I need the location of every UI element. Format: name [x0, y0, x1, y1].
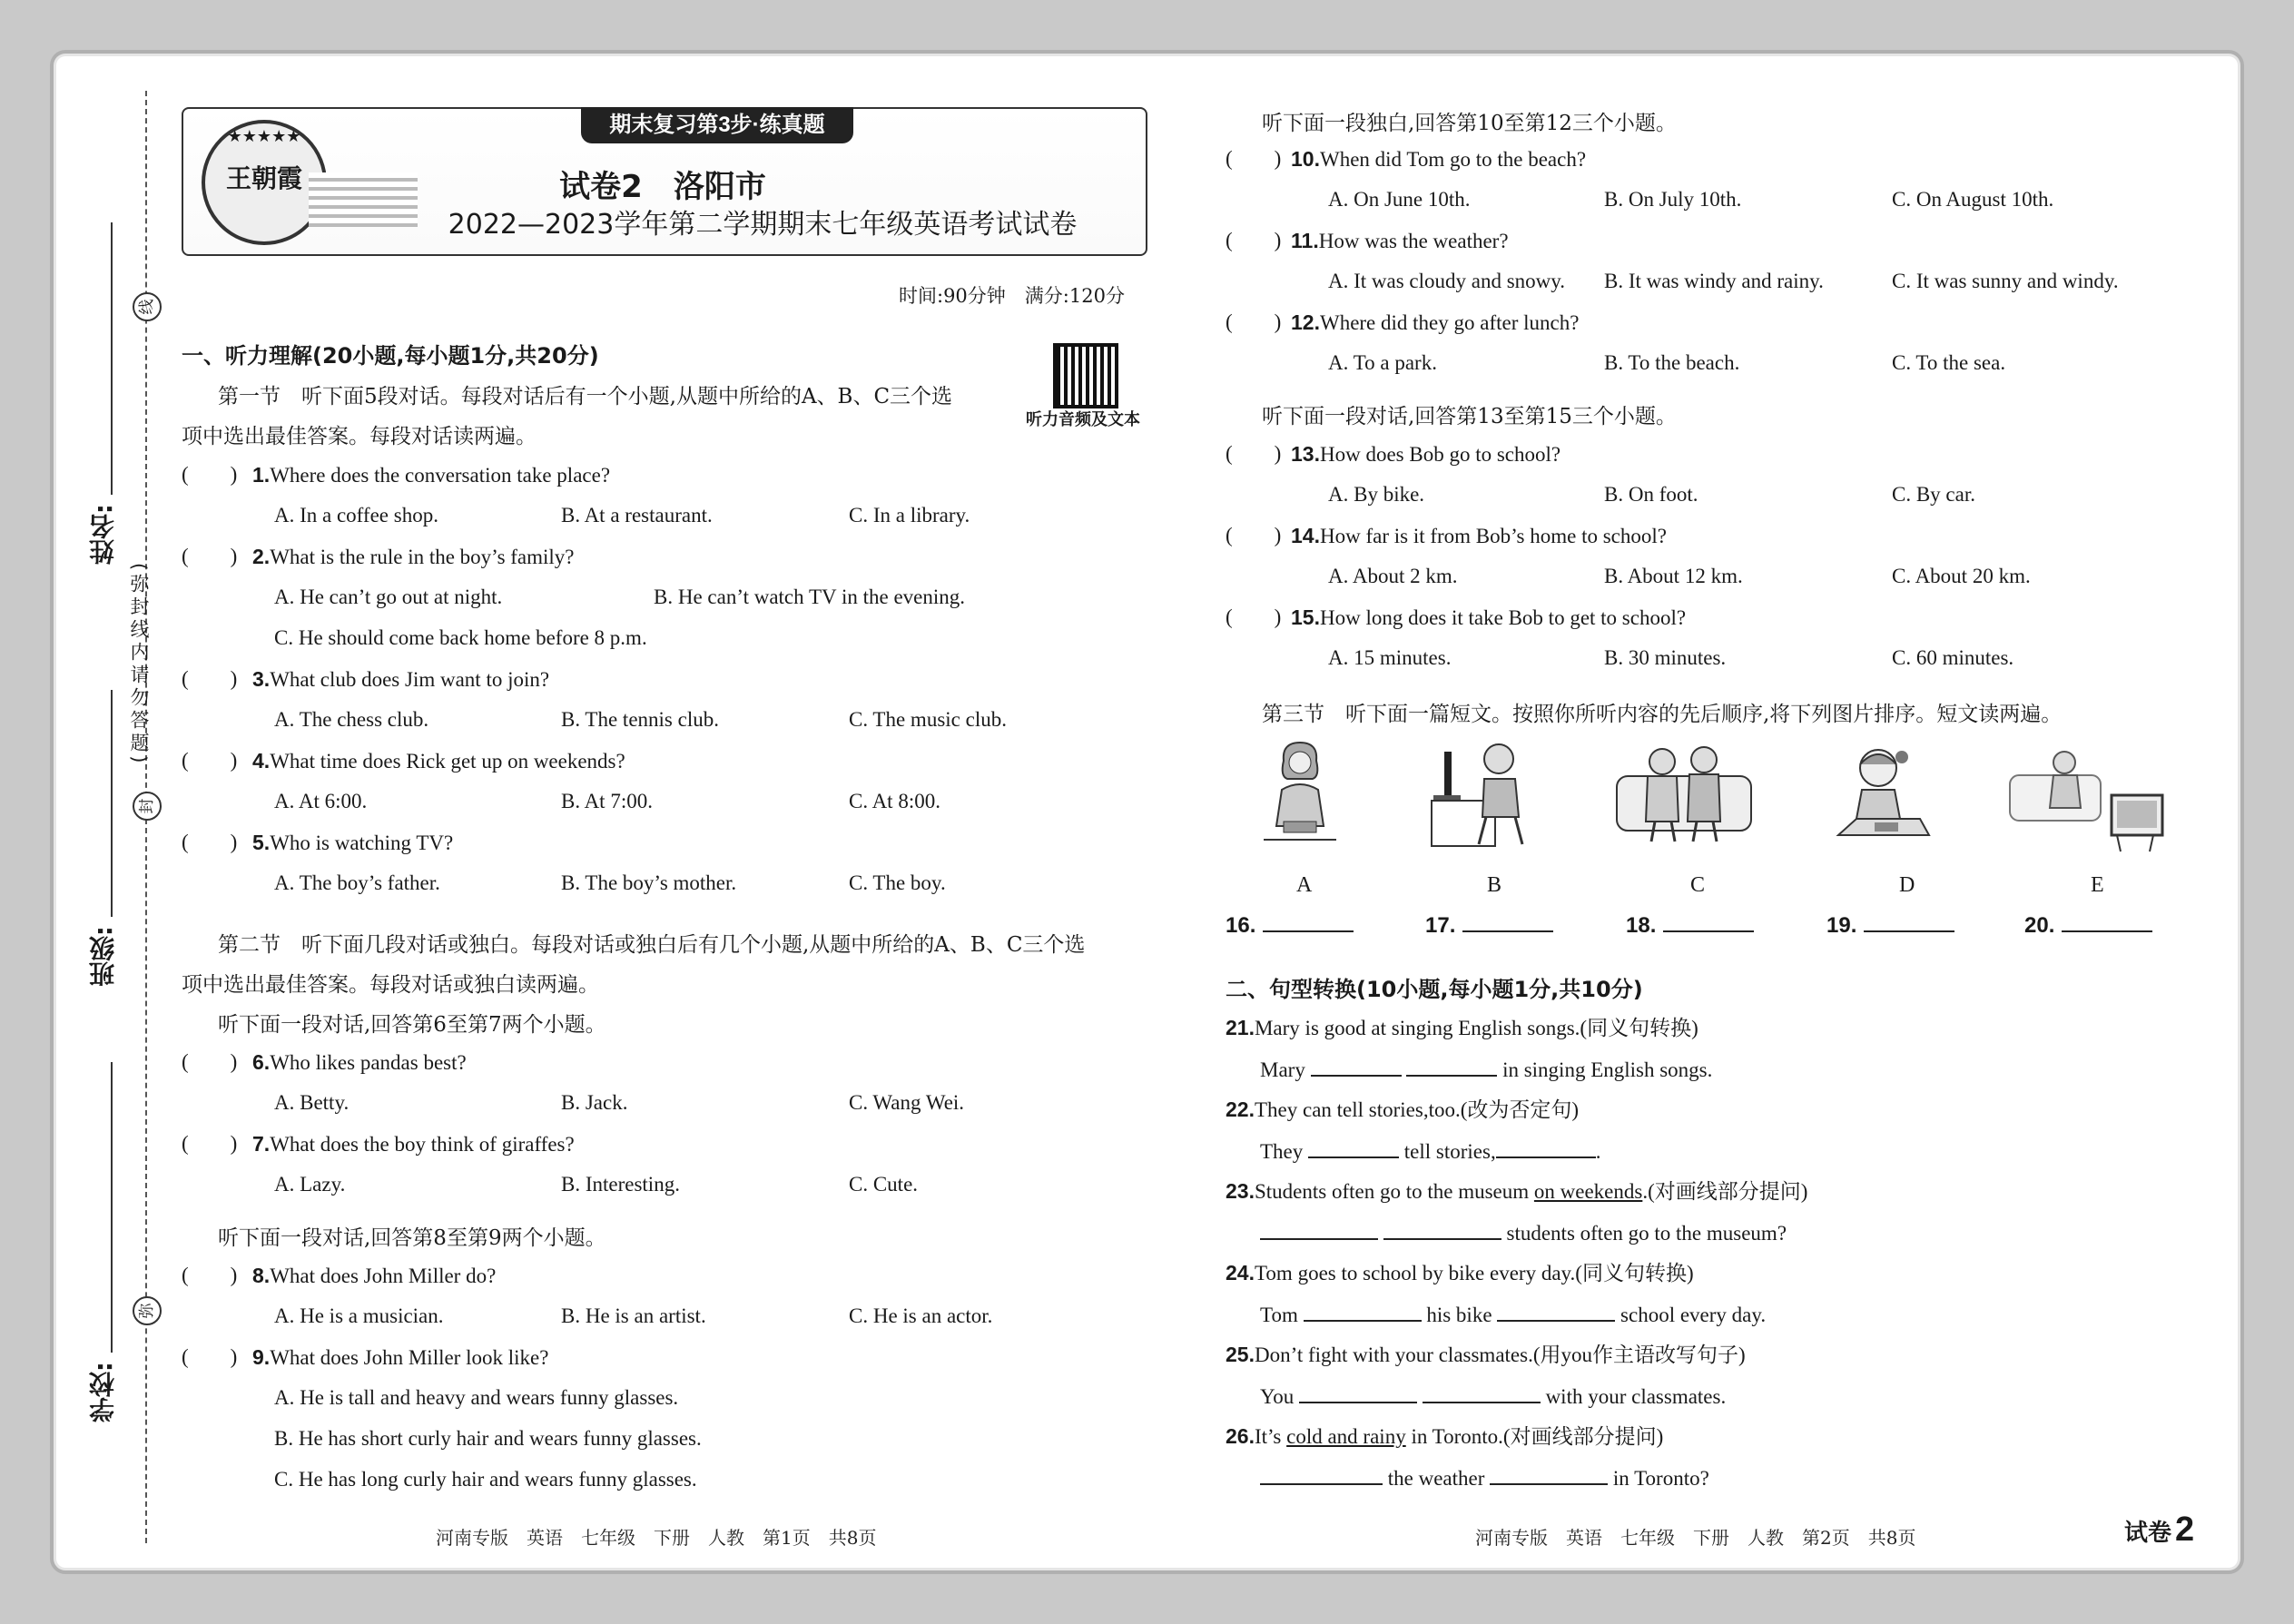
- answer-paren-1[interactable]: ( ): [182, 463, 238, 486]
- option-2a[interactable]: A. He can’t go out at night.: [274, 586, 503, 608]
- blank-21-2[interactable]: [1406, 1055, 1497, 1077]
- part1-instruction-2: 项中选出最佳答案。每段对话读两遍。: [182, 425, 537, 448]
- picture-label-d: D: [1899, 873, 1915, 897]
- option-5a[interactable]: A. The boy’s father.: [274, 871, 440, 894]
- answer-paren-13[interactable]: ( ): [1226, 442, 1282, 465]
- option-8c[interactable]: C. He is an actor.: [849, 1304, 993, 1327]
- answer-paren-15[interactable]: ( ): [1226, 605, 1282, 628]
- part2-instruction-2: 项中选出最佳答案。每段对话或独白读两遍。: [182, 973, 599, 997]
- option-9a[interactable]: A. He is tall and heavy and wears funny glasses.: [274, 1386, 679, 1409]
- part1-instruction-1: 第一节 听下面5段对话。每段对话后有一个小题,从题中所给的A、B、C三个选: [218, 385, 953, 408]
- item-22-prompt: 22.They can tell stories,too.(改为否定句): [1226, 1097, 1580, 1121]
- option-15b[interactable]: B. 30 minutes.: [1604, 646, 1727, 669]
- intro-6-7: 听下面一段对话,回答第6至第7两个小题。: [218, 1013, 606, 1037]
- option-7c[interactable]: C. Cute.: [849, 1173, 919, 1196]
- school-field[interactable]: [111, 1062, 113, 1353]
- answer-slot-19[interactable]: 19.: [1826, 910, 1954, 939]
- blank-24-2[interactable]: [1497, 1300, 1615, 1322]
- item-24-prompt: 24.Tom goes to school by bike every day.(同义句转换): [1226, 1261, 1694, 1284]
- option-10c[interactable]: C. On August 10th.: [1892, 188, 2054, 211]
- item-21-answer: Mary in singing English songs.: [1260, 1055, 1712, 1084]
- option-6b[interactable]: B. Jack.: [561, 1091, 628, 1114]
- picture-label-c: C: [1690, 873, 1706, 897]
- answer-paren-14[interactable]: ( ): [1226, 524, 1282, 546]
- answer-paren-6[interactable]: ( ): [182, 1050, 238, 1073]
- badge-label: 试卷: [2124, 1520, 2172, 1547]
- item-23-answer: students often go to the museum?: [1260, 1218, 1787, 1247]
- blank-22-1[interactable]: [1308, 1137, 1399, 1158]
- option-1c[interactable]: C. In a library.: [849, 504, 970, 527]
- binding-mark-feng: 封: [133, 792, 162, 821]
- answer-paren-10[interactable]: ( ): [1226, 147, 1282, 170]
- answer-paren-12[interactable]: ( ): [1226, 310, 1282, 333]
- option-6a[interactable]: A. Betty.: [274, 1091, 350, 1114]
- question-11: 11.How was the weather?: [1291, 229, 1509, 252]
- answer-paren-2[interactable]: ( ): [182, 545, 238, 567]
- picture-b-boy-at-computer: [1428, 735, 1537, 849]
- answer-paren-3[interactable]: ( ): [182, 667, 238, 690]
- paper-badge: [2124, 1511, 2194, 1550]
- option-4a[interactable]: A. At 6:00.: [274, 790, 368, 812]
- option-2b[interactable]: B. He can’t watch TV in the evening.: [654, 586, 966, 608]
- answer-paren-8[interactable]: ( ): [182, 1264, 238, 1286]
- answer-blank-18[interactable]: [1663, 910, 1754, 932]
- option-3a[interactable]: A. The chess club.: [274, 708, 429, 731]
- qr-code-icon[interactable]: [1053, 343, 1118, 408]
- footer-right: 河南专版 英语 七年级 下册 人教 第2页 共8页: [1475, 1527, 1916, 1549]
- question-4: 4.What time does Rick get up on weekends?: [252, 749, 625, 773]
- paper-title: 试卷2 洛阳市: [559, 169, 766, 205]
- blank-26-1[interactable]: [1260, 1463, 1383, 1485]
- paper-subtitle: 2022—2023学年第二学期期末七年级英语考试试卷: [448, 209, 1078, 241]
- section2-heading: 二、句型转换(10小题,每小题1分,共10分): [1226, 977, 1643, 1002]
- question-8: 8.What does John Miller do?: [252, 1264, 497, 1287]
- option-11a[interactable]: A. It was cloudy and snowy.: [1328, 270, 1566, 292]
- option-13b[interactable]: B. On foot.: [1604, 483, 1698, 506]
- option-10b[interactable]: B. On July 10th.: [1604, 188, 1742, 211]
- option-1a[interactable]: A. In a coffee shop.: [274, 504, 438, 527]
- answer-blank-20[interactable]: [2062, 910, 2152, 932]
- answer-blank-16[interactable]: [1263, 910, 1354, 932]
- underlined-phrase-23: on weekends: [1533, 1180, 1643, 1203]
- option-3c[interactable]: C. The music club.: [849, 708, 1007, 731]
- option-8a[interactable]: A. He is a musician.: [274, 1304, 444, 1327]
- question-5: 5.Who is watching TV?: [252, 831, 454, 854]
- qr-caption: 听力音频及文本: [1026, 410, 1140, 429]
- option-12b[interactable]: B. To the beach.: [1604, 351, 1740, 374]
- option-8b[interactable]: B. He is an artist.: [561, 1304, 706, 1327]
- binding-mark-xian: 线: [133, 292, 162, 321]
- option-5c[interactable]: C. The boy.: [849, 871, 946, 894]
- option-14c[interactable]: C. About 20 km.: [1892, 565, 2031, 587]
- option-2c[interactable]: C. He should come back home before 8 p.m.: [274, 626, 647, 649]
- picture-label-b: B: [1487, 873, 1502, 897]
- answer-blank-17[interactable]: [1462, 910, 1553, 932]
- option-15a[interactable]: A. 15 minutes.: [1328, 646, 1452, 669]
- question-10: 10.When did Tom go to the beach?: [1291, 147, 1587, 171]
- picture-label-a: A: [1296, 873, 1313, 897]
- item-23-prompt: 23.Students often go to the museum on weekends.(对画线部分提问): [1226, 1179, 1808, 1203]
- blank-22-2[interactable]: [1496, 1137, 1596, 1158]
- option-3b[interactable]: B. The tennis club.: [561, 708, 719, 731]
- logo-stars-icon: ★★★★★: [227, 127, 301, 145]
- answer-paren-5[interactable]: ( ): [182, 831, 238, 853]
- option-7a[interactable]: A. Lazy.: [274, 1173, 346, 1196]
- question-12: 12.Where did they go after lunch?: [1291, 310, 1580, 334]
- picture-d-girl-drawing: [1829, 744, 1938, 849]
- question-3: 3.What club does Jim want to join?: [252, 667, 550, 691]
- answer-paren-7[interactable]: ( ): [182, 1132, 238, 1155]
- answer-paren-9[interactable]: ( ): [182, 1345, 238, 1368]
- option-13c[interactable]: C. By car.: [1892, 483, 1975, 506]
- underlined-phrase-26: cold and rainy: [1286, 1425, 1406, 1448]
- picture-a-girl-reading: [1255, 735, 1345, 849]
- option-4c[interactable]: C. At 8:00.: [849, 790, 940, 812]
- class-field[interactable]: [111, 690, 113, 917]
- question-14: 14.How far is it from Bob’s home to school?: [1291, 524, 1667, 547]
- option-12c[interactable]: C. To the sea.: [1892, 351, 2006, 374]
- answer-paren-11[interactable]: ( ): [1226, 229, 1282, 251]
- part2-instruction-1: 第二节 听下面几段对话或独白。每段对话或独白后有几个小题,从题中所给的A、B、C三个选: [218, 933, 1086, 957]
- option-5b[interactable]: B. The boy’s mother.: [561, 871, 737, 894]
- name-field[interactable]: [111, 222, 113, 495]
- option-14b[interactable]: B. About 12 km.: [1604, 565, 1743, 587]
- picture-label-e: E: [2091, 873, 2104, 897]
- blank-21-1[interactable]: [1311, 1055, 1402, 1077]
- question-15: 15.How long does it take Bob to get to school?: [1291, 605, 1687, 629]
- option-7b[interactable]: B. Interesting.: [561, 1173, 680, 1196]
- item-26-prompt: 26.It’s cold and rainy in Toronto.(对画线部分提问): [1226, 1424, 1664, 1448]
- option-9c[interactable]: C. He has long curly hair and wears funny glasses.: [274, 1468, 697, 1491]
- item-21-prompt: 21.Mary is good at singing English songs.(同义句转换): [1226, 1016, 1698, 1039]
- blank-25-2[interactable]: [1423, 1382, 1541, 1403]
- option-10a[interactable]: A. On June 10th.: [1328, 188, 1471, 211]
- section1-heading: 一、听力理解(20小题,每小题1分,共20分): [182, 343, 599, 369]
- option-15c[interactable]: C. 60 minutes.: [1892, 646, 2014, 669]
- blank-23-2[interactable]: [1383, 1218, 1501, 1240]
- logo-text: 王朝霞: [225, 163, 302, 193]
- picture-e-man-watching-tv: [2004, 744, 2168, 858]
- answer-slot-18[interactable]: 18.: [1626, 910, 1754, 939]
- part3-instruction: 第三节 听下面一篇短文。按照你所听内容的先后顺序,将下列图片排序。短文读两遍。: [1262, 703, 2063, 726]
- answer-paren-4[interactable]: ( ): [182, 749, 238, 772]
- answer-slot-16[interactable]: 16.: [1226, 910, 1354, 939]
- intro-13-15: 听下面一段对话,回答第13至第15三个小题。: [1262, 405, 1677, 428]
- option-6c[interactable]: C. Wang Wei.: [849, 1091, 965, 1114]
- badge-number: 2: [2175, 1511, 2195, 1549]
- blank-23-1[interactable]: [1260, 1218, 1378, 1240]
- class-label: 班级:: [88, 926, 118, 988]
- header-banner: 期末复习第3步·练真题: [581, 107, 853, 143]
- blank-26-2[interactable]: [1490, 1463, 1608, 1485]
- question-2: 2.What is the rule in the boy’s family?: [252, 545, 575, 568]
- question-1: 1.Where does the conversation take place?: [252, 463, 611, 487]
- binding-note: (弥封线内请勿答题): [128, 563, 150, 767]
- item-22-answer: They tell stories, .: [1260, 1137, 1600, 1166]
- question-6: 6.Who likes pandas best?: [252, 1050, 467, 1074]
- school-label: 学校:: [88, 1362, 118, 1423]
- option-13a[interactable]: A. By bike.: [1328, 483, 1425, 506]
- intro-8-9: 听下面一段对话,回答第8至第9两个小题。: [218, 1226, 606, 1250]
- option-11b[interactable]: B. It was windy and rainy.: [1604, 270, 1824, 292]
- item-26-answer: the weather in Toronto?: [1260, 1463, 1709, 1492]
- blank-25-1[interactable]: [1299, 1382, 1417, 1403]
- time-info: 时间:90分钟 满分:120分: [899, 285, 1125, 307]
- question-9: 9.What does John Miller look like?: [252, 1345, 549, 1369]
- name-label: 姓名:: [88, 504, 118, 566]
- picture-c-grandparents-on-sofa: [1611, 740, 1757, 849]
- item-24-answer: Tom his bike school every day.: [1260, 1300, 1766, 1329]
- item-25-prompt: 25.Don’t fight with your classmates.(用you作主语改写句子): [1226, 1343, 1746, 1366]
- blank-24-1[interactable]: [1304, 1300, 1422, 1322]
- answer-blank-19[interactable]: [1864, 910, 1954, 932]
- answer-slot-20[interactable]: 20.: [2024, 910, 2152, 939]
- option-4b[interactable]: B. At 7:00.: [561, 790, 653, 812]
- option-9b[interactable]: B. He has short curly hair and wears funny glasses.: [274, 1427, 702, 1450]
- footer-left: 河南专版 英语 七年级 下册 人教 第1页 共8页: [436, 1527, 877, 1549]
- question-13: 13.How does Bob go to school?: [1291, 442, 1561, 466]
- binding-mark-mi: 弥: [133, 1296, 162, 1325]
- option-1b[interactable]: B. At a restaurant.: [561, 504, 713, 527]
- option-12a[interactable]: A. To a park.: [1328, 351, 1437, 374]
- option-11c[interactable]: C. It was sunny and windy.: [1892, 270, 2119, 292]
- item-25-answer: You with your classmates.: [1260, 1382, 1726, 1411]
- intro-10-12: 听下面一段独白,回答第10至第12三个小题。: [1262, 112, 1677, 135]
- question-7: 7.What does the boy think of giraffes?: [252, 1132, 575, 1156]
- answer-slot-17[interactable]: 17.: [1425, 910, 1553, 939]
- option-14a[interactable]: A. About 2 km.: [1328, 565, 1458, 587]
